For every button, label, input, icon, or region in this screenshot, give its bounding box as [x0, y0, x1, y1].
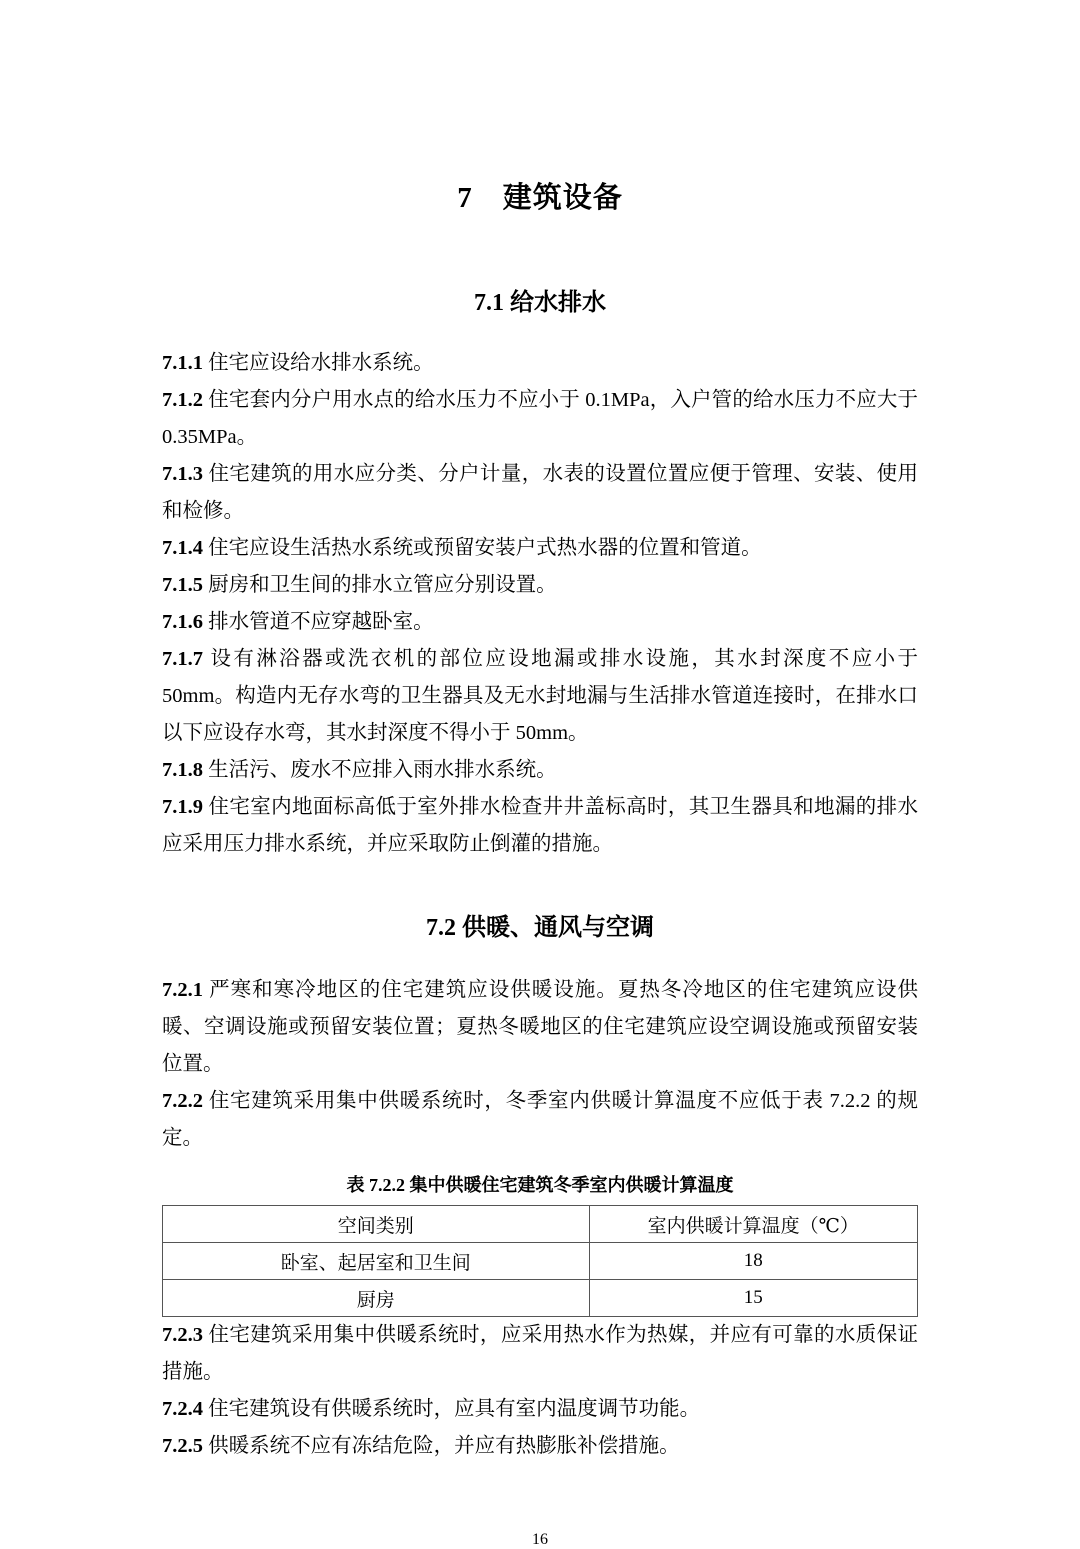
- chapter-title: 7 建筑设备: [457, 182, 623, 214]
- clause-text: 设有淋浴器或洗衣机的部位应设地漏或排水设施，其水封深度不应小于 50mm。构造内无存水弯的卫生器具及无水封地漏与生活排水管道连接时，在排水口以下应设存水弯，其水封深度不得小于 50mm。: [162, 648, 919, 744]
- section-heading-7-1: 7.1 给水排水: [474, 290, 606, 316]
- heating-temperature-table: [162, 1205, 918, 1317]
- clause: [162, 530, 918, 567]
- table-caption: 表 7.2.2 集中供暖住宅建筑冬季室内供暖计算温度: [346, 1175, 734, 1195]
- clause-number: 7.1.8: [162, 759, 203, 781]
- clause-number: 7.1.4: [162, 537, 203, 559]
- clause-number: 7.2.2: [162, 1090, 203, 1112]
- clause: [162, 641, 918, 752]
- page-number: 16: [532, 1531, 548, 1548]
- clause-number: 7.1.6: [162, 611, 203, 633]
- clause-number: 7.1.2: [162, 389, 203, 411]
- clause-text: 住宅室内地面标高低于室外排水检查井井盖标高时，其卫生器具和地漏的排水应采用压力排水系统，并应采取防止倒灌的措施。: [162, 796, 919, 855]
- clause: [162, 972, 918, 1083]
- clause: [162, 567, 918, 604]
- table-cell-category: 厨房: [163, 1280, 590, 1317]
- clause-text: 住宅建筑的用水应分类、分户计量，水表的设置位置应便于管理、安装、使用和检修。: [162, 463, 919, 522]
- clause-number: 7.1.3: [162, 463, 203, 485]
- clause: [162, 752, 918, 789]
- clause-text: 厨房和卫生间的排水立管应分别设置。: [208, 574, 557, 596]
- clause-number: 7.2.5: [162, 1435, 203, 1457]
- table-header-cell-temperature: 室内供暖计算温度（℃）: [589, 1206, 917, 1243]
- clause-number: 7.2.3: [162, 1324, 203, 1346]
- table-cell-category: 卧室、起居室和卫生间: [163, 1243, 590, 1280]
- clause-text: 住宅建筑采用集中供暖系统时，应采用热水作为热媒，并应有可靠的水质保证措施。: [162, 1324, 919, 1383]
- page-content: [162, 175, 918, 1549]
- clause-number: 7.1.7: [162, 648, 203, 670]
- table-header-cell-category: 空间类别: [163, 1206, 590, 1243]
- clause-text: 住宅套内分户用水点的给水压力不应小于 0.1MPa，入户管的给水压力不应大于 0.35MPa。: [162, 389, 918, 448]
- clause-number: 7.1.9: [162, 796, 203, 818]
- clause-text: 生活污、废水不应排入雨水排水系统。: [208, 759, 557, 781]
- clause-number: 7.2.4: [162, 1398, 203, 1420]
- clause-number: 7.1.1: [162, 352, 203, 374]
- section-heading-7-2: 7.2 供暖、通风与空调: [426, 915, 654, 941]
- clause: [162, 604, 918, 641]
- table-cell-temperature: 15: [589, 1280, 917, 1317]
- clause: [162, 1428, 918, 1465]
- clause: [162, 1317, 918, 1391]
- clause: [162, 345, 918, 382]
- clause: [162, 382, 918, 456]
- clause-text: 住宅建筑采用集中供暖系统时，冬季室内供暖计算温度不应低于表 7.2.2 的规定。: [162, 1090, 919, 1149]
- clause-number: 7.2.1: [162, 979, 203, 1001]
- table-cell-temperature: 18: [589, 1243, 917, 1280]
- clause: [162, 789, 918, 863]
- clause-text: 住宅应设生活热水系统或预留安装户式热水器的位置和管道。: [208, 537, 762, 559]
- clause-text: 住宅应设给水排水系统。: [208, 352, 434, 374]
- clause: [162, 1391, 918, 1428]
- clause-text: 排水管道不应穿越卧室。: [208, 611, 434, 633]
- table-row: [163, 1243, 918, 1280]
- clause: [162, 1083, 918, 1157]
- clause-text: 严寒和寒冷地区的住宅建筑应设供暖设施。夏热冬冷地区的住宅建筑应设供暖、空调设施或预留安装位置；夏热冬暖地区的住宅建筑应设空调设施或预留安装位置。: [162, 979, 919, 1075]
- table-row: [163, 1280, 918, 1317]
- table-header-row: [163, 1206, 918, 1243]
- clause-number: 7.1.5: [162, 574, 203, 596]
- clause-text: 供暖系统不应有冻结危险，并应有热膨胀补偿措施。: [208, 1435, 680, 1457]
- clause-text: 住宅建筑设有供暖系统时，应具有室内温度调节功能。: [208, 1398, 701, 1420]
- clause: [162, 456, 918, 530]
